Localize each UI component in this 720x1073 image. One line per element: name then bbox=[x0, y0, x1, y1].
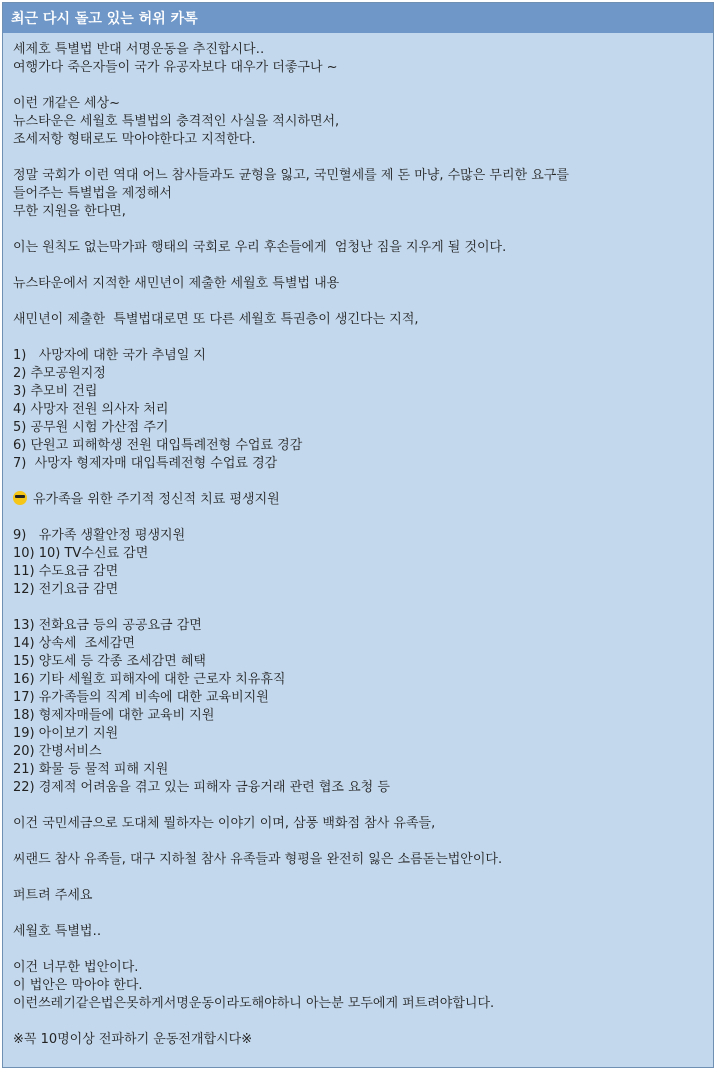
message-line bbox=[13, 851, 705, 869]
message-line-text: 14) 상속세 조세감면 bbox=[13, 636, 135, 651]
sunglasses-emoji-icon bbox=[13, 491, 27, 505]
message-line-text: 이건 국민세금으로 도대체 뭘하자는 이야기 이며, 삼풍 백화점 참사 유족들, bbox=[13, 816, 436, 831]
message-line bbox=[13, 167, 705, 185]
message-line bbox=[13, 347, 705, 365]
blank-line bbox=[13, 149, 705, 167]
message-line bbox=[13, 815, 705, 833]
blank-line bbox=[13, 1013, 705, 1031]
blank-line bbox=[13, 257, 705, 275]
message-line-text: 6) 단원고 피해학생 전원 대입특례전형 수업료 경감 bbox=[13, 438, 303, 453]
message-line-text: 2) 추모공원지정 bbox=[13, 366, 106, 381]
message-line-text: 12) 전기요금 감면 bbox=[13, 582, 119, 597]
blank-line bbox=[13, 905, 705, 923]
message-line bbox=[13, 437, 705, 455]
message-line-text: 정말 국회가 이런 역대 어느 참사들과도 균형을 잃고, 국민혈세를 제 돈 마냥, 수많은 무리한 요구를 bbox=[13, 168, 569, 183]
message-line bbox=[13, 185, 705, 203]
message-line bbox=[13, 617, 705, 635]
message-line bbox=[13, 635, 705, 653]
blank-line bbox=[13, 77, 705, 95]
blank-line bbox=[13, 509, 705, 527]
message-line-text: 3) 추모비 건립 bbox=[13, 384, 98, 399]
message-line bbox=[13, 1031, 705, 1049]
message-line bbox=[13, 239, 705, 257]
message-line-text: 7) 사망자 형제자매 대입특례전형 수업료 경감 bbox=[13, 456, 278, 471]
message-line-text: 15) 양도세 등 각종 조세감면 혜택 bbox=[13, 654, 206, 669]
message-line bbox=[13, 725, 705, 743]
message-line-text: 17) 유가족들의 직계 비속에 대한 교육비지원 bbox=[13, 690, 269, 705]
page-title: 최근 다시 돌고 있는 허위 카톡 bbox=[11, 11, 198, 27]
message-line-text: 들어주는 특별법을 제정해서 bbox=[13, 186, 172, 201]
message-line-text: 무한 지원을 한다면, bbox=[13, 204, 126, 219]
header-bar bbox=[3, 3, 713, 33]
message-line bbox=[13, 563, 705, 581]
message-line-text: 이 법안은 막아야 한다. bbox=[13, 978, 143, 993]
blank-line bbox=[13, 833, 705, 851]
message-line-text: ※꼭 10명이상 전파하기 운동전개합시다※ bbox=[13, 1032, 253, 1047]
message-line bbox=[13, 671, 705, 689]
blank-line bbox=[13, 941, 705, 959]
message-line-text: 20) 간병서비스 bbox=[13, 744, 102, 759]
message-line-text: 새민년이 제출한 특별법대로면 또 다른 세월호 특권층이 생긴다는 지적, bbox=[13, 312, 419, 327]
message-line-text: 21) 화물 등 물적 피해 지원 bbox=[13, 762, 169, 777]
message-line bbox=[13, 365, 705, 383]
message-line bbox=[13, 455, 705, 473]
message-line bbox=[13, 41, 705, 59]
message-line-text: 퍼트려 주세요 bbox=[13, 888, 93, 903]
message-line bbox=[13, 653, 705, 671]
message-line bbox=[13, 275, 705, 293]
message-line-text: 5) 공무원 시험 가산점 주기 bbox=[13, 420, 169, 435]
message-line-text: 4) 사망자 전원 의사자 처리 bbox=[13, 402, 169, 417]
message-line-text: 이건 너무한 법안이다. bbox=[13, 960, 139, 975]
message-line bbox=[13, 131, 705, 149]
message-body bbox=[3, 33, 713, 1049]
blank-line bbox=[13, 293, 705, 311]
message-line-text: 유가족을 위한 주기적 정신적 치료 평생지원 bbox=[33, 492, 280, 507]
message-line-text: 1) 사망자에 대한 국가 추념일 지 bbox=[13, 348, 206, 363]
message-line-text: 10) 10) TV수신료 감면 bbox=[13, 546, 149, 561]
message-line bbox=[13, 383, 705, 401]
message-line bbox=[13, 743, 705, 761]
blank-line bbox=[13, 599, 705, 617]
message-line bbox=[13, 545, 705, 563]
blank-line bbox=[13, 221, 705, 239]
message-line-text: 이런 개같은 세상~ bbox=[13, 96, 121, 111]
message-line-text: 16) 기타 세월호 피해자에 대한 근로자 치유휴직 bbox=[13, 672, 286, 687]
message-line-text: 여행가다 죽은자들이 국가 유공자보다 대우가 더좋구나 ~ bbox=[13, 60, 338, 75]
message-line bbox=[13, 203, 705, 221]
message-line bbox=[13, 95, 705, 113]
message-line bbox=[13, 923, 705, 941]
message-line-text: 뉴스타운은 세월호 특별법의 충격적인 사실을 적시하면서, bbox=[13, 114, 340, 129]
message-line bbox=[13, 959, 705, 977]
message-line-text: 19) 아이보기 지원 bbox=[13, 726, 119, 741]
message-line bbox=[13, 491, 705, 509]
message-line-text: 11) 수도요금 감면 bbox=[13, 564, 119, 579]
message-line bbox=[13, 419, 705, 437]
message-line bbox=[13, 527, 705, 545]
message-line-text: 이는 원칙도 없는막가파 행태의 국회로 우리 후손들에게 엄청난 짐을 지우게 될 것이다. bbox=[13, 240, 507, 255]
message-line-text: 13) 전화요금 등의 공공요금 감면 bbox=[13, 618, 202, 633]
message-line bbox=[13, 887, 705, 905]
blank-line bbox=[13, 473, 705, 491]
message-line bbox=[13, 59, 705, 77]
message-line-text: 씨랜드 참사 유족들, 대구 지하철 참사 유족들과 형평을 완전히 잃은 소름돋는법안이다. bbox=[13, 852, 503, 867]
blank-line bbox=[13, 329, 705, 347]
message-line-text: 22) 경제적 어려움을 겪고 있는 피해자 금융거래 관련 협조 요청 등 bbox=[13, 780, 390, 795]
message-line bbox=[13, 761, 705, 779]
blank-line bbox=[13, 869, 705, 887]
message-line bbox=[13, 995, 705, 1013]
message-frame bbox=[2, 2, 714, 1068]
message-line-text: 뉴스타운에서 지적한 새민년이 제출한 세월호 특별법 내용 bbox=[13, 276, 340, 291]
message-line-text: 세제호 특별법 반대 서명운동을 추진합시다‥ bbox=[13, 42, 265, 57]
message-line bbox=[13, 707, 705, 725]
message-line-text: 세월호 특별법‥ bbox=[13, 924, 102, 939]
message-line bbox=[13, 311, 705, 329]
message-line-text: 9) 유가족 생활안정 평생지원 bbox=[13, 528, 186, 543]
message-line bbox=[13, 401, 705, 419]
message-line-text: 18) 형제자매들에 대한 교육비 지원 bbox=[13, 708, 215, 723]
blank-line bbox=[13, 797, 705, 815]
message-line bbox=[13, 779, 705, 797]
message-line bbox=[13, 689, 705, 707]
message-line bbox=[13, 977, 705, 995]
message-line bbox=[13, 113, 705, 131]
message-line-text: 조세저항 형태로도 막아야한다고 지적한다. bbox=[13, 132, 256, 147]
message-line bbox=[13, 581, 705, 599]
message-line-text: 이런쓰레기같은법은못하게서명운동이라도해야하니 아는분 모두에게 퍼트려야합니다. bbox=[13, 996, 495, 1011]
